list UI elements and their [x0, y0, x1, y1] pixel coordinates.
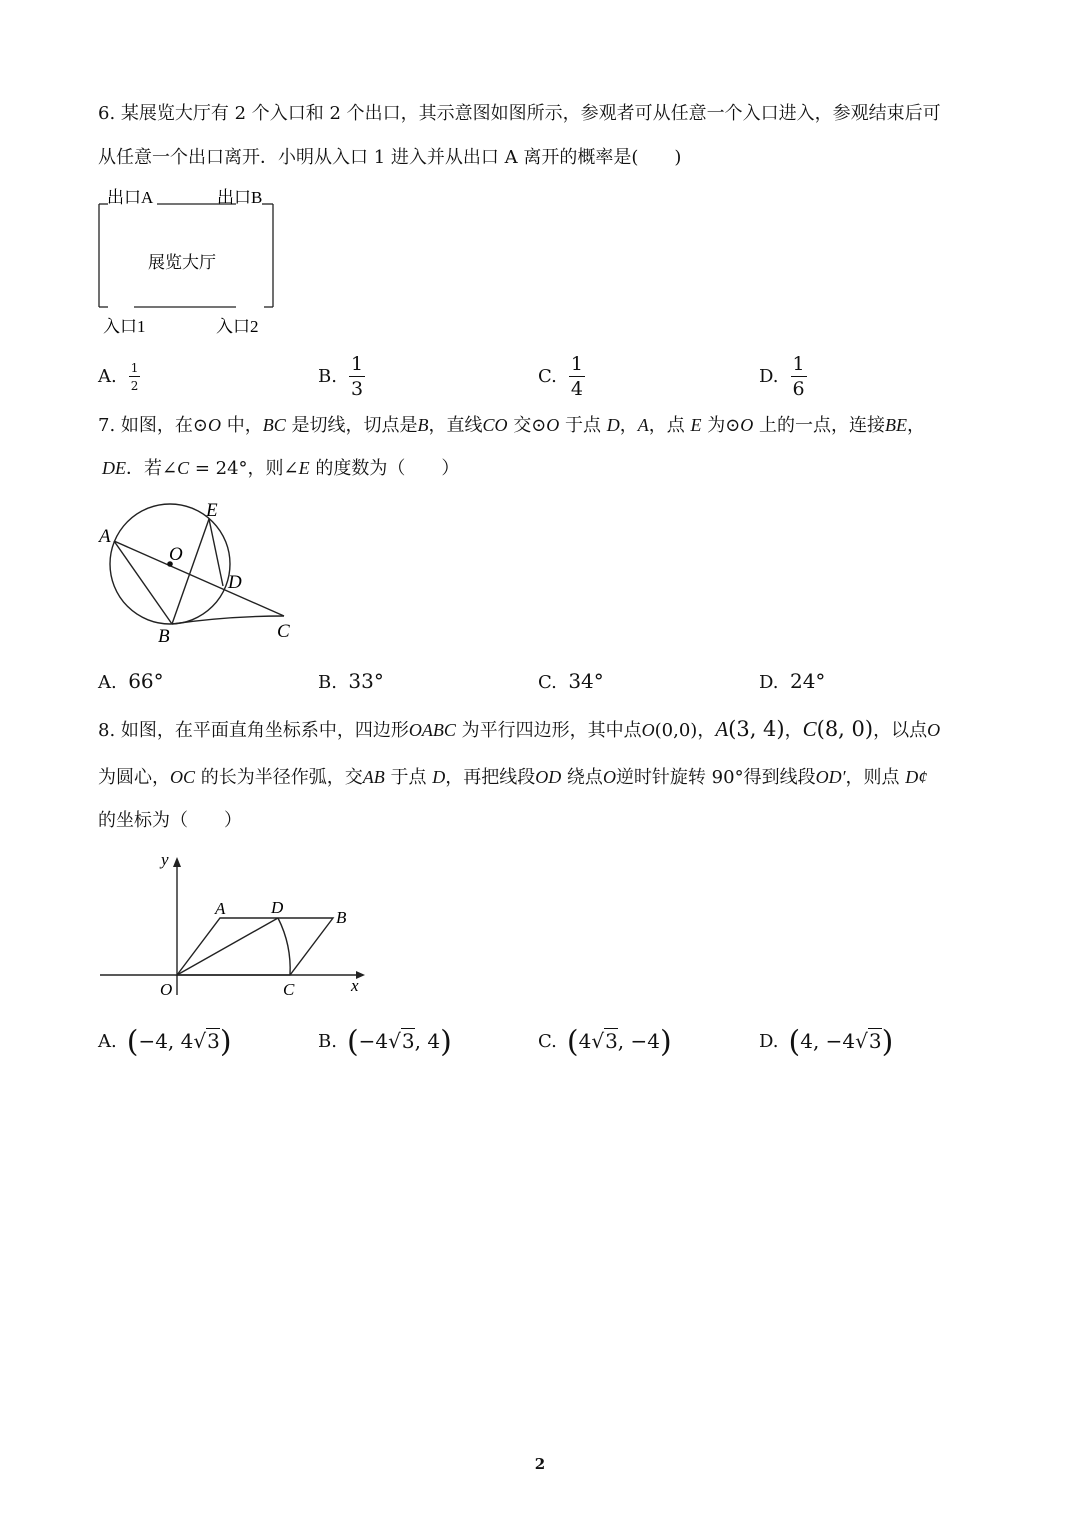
exhibition-hall-figure: [90, 182, 290, 342]
q7-option-d[interactable]: [759, 668, 825, 696]
point-label-d: D: [271, 898, 284, 917]
axis-label-y: y: [161, 850, 169, 869]
label-hall: 展览大厅: [148, 253, 216, 272]
numerator: 1: [792, 353, 805, 375]
point-label-o: O: [160, 980, 173, 999]
math-bc: BC: [262, 415, 286, 435]
q7-line-2: [102, 455, 459, 482]
point-label-a: A: [215, 899, 226, 918]
q6-option-d[interactable]: [759, 351, 807, 403]
label-entrance-2: 入口2: [216, 317, 259, 336]
q6-line-2: 从任意一个出口离开．小明从入口 1 进入并从出口 A 离开的概率是( ): [98, 147, 682, 168]
value-part: −4, 4: [138, 1029, 194, 1054]
option-label: D.: [759, 1031, 779, 1052]
math-o: O: [740, 415, 754, 435]
text: 于点: [559, 415, 607, 436]
option-label: B.: [318, 672, 337, 693]
math-o: O: [602, 767, 616, 787]
coord: (8, 0): [816, 717, 874, 741]
q6-line-1: 6. 某展览大厅有 2 个入口和 2 个出口，其示意图如图所示，参观者可从任意一个入口进入，参观结束后可: [98, 103, 941, 124]
q6-option-b[interactable]: [318, 351, 365, 403]
text: 逆时针旋转 90°得到线段: [615, 767, 816, 788]
option-label: D.: [759, 672, 779, 693]
q8-option-a[interactable]: [98, 1022, 232, 1062]
segment-od: [177, 918, 278, 975]
option-label: C.: [538, 672, 557, 693]
denominator: 6: [792, 378, 805, 400]
q8-line-2: [98, 764, 927, 791]
radicand: 3: [401, 1029, 415, 1054]
coordinate-figure: [95, 845, 375, 1005]
denominator: 2: [130, 379, 139, 393]
math-o: O: [546, 415, 560, 435]
numerator: 1: [130, 361, 139, 375]
option-label: D.: [759, 366, 779, 387]
point-label-c: C: [283, 980, 295, 999]
coord: (3, 4): [728, 717, 785, 741]
math-o: O: [927, 720, 941, 740]
text: ，: [619, 415, 638, 436]
text: ，再把线段: [445, 767, 536, 788]
q8-line-3: 的坐标为（ ）: [98, 810, 242, 831]
option-value: (−4√3, 4): [346, 1024, 452, 1060]
option-label: B.: [318, 1031, 337, 1052]
option-label: B.: [318, 366, 337, 387]
math-c: C: [802, 717, 817, 741]
arc-cd: [278, 918, 290, 975]
q8-option-d[interactable]: [759, 1022, 893, 1062]
fraction: [791, 355, 807, 399]
text: ，: [697, 720, 716, 741]
option-value: 66°: [128, 669, 164, 693]
value-part: −4: [358, 1029, 389, 1054]
text: 的长为半径作弧，交: [195, 767, 363, 788]
text: 为平行四边形，其中点: [455, 720, 642, 741]
math-e: E: [690, 415, 702, 435]
point-label-d: D: [228, 572, 242, 593]
math-oc: OC: [170, 767, 196, 787]
math-a: A: [637, 415, 649, 435]
q7-option-c[interactable]: [538, 668, 604, 696]
radicand: 3: [605, 1029, 618, 1054]
label-exit-a: 出口A: [107, 188, 154, 207]
point-label-c: C: [277, 621, 290, 642]
math-d-prime: D¢: [905, 767, 928, 787]
text: 的度数为（ ）: [309, 458, 460, 479]
q6-option-a[interactable]: [98, 355, 140, 399]
math-od: OD: [535, 767, 562, 787]
option-label: C.: [538, 1031, 557, 1052]
segment-ed: [209, 519, 223, 586]
circle-tangent-figure: [90, 495, 310, 655]
label-exit-b: 出口B: [217, 188, 263, 207]
option-value: (4√3, −4): [566, 1024, 672, 1060]
text: ，直线: [428, 415, 483, 436]
fraction: [349, 355, 365, 399]
point-label-b: B: [336, 908, 347, 927]
numerator: 1: [350, 353, 364, 375]
math-c: C: [177, 458, 190, 478]
math-o: O: [641, 720, 655, 740]
math-o: O: [207, 415, 221, 435]
radicand: 3: [207, 1029, 220, 1054]
denominator: 4: [570, 378, 583, 400]
option-label: C.: [538, 366, 557, 387]
fraction: [569, 355, 585, 399]
label-entrance-1: 入口1: [103, 317, 146, 336]
math-oabc: OABC: [408, 720, 456, 740]
option-value: (4, −4√3): [788, 1024, 894, 1060]
text: 为圆心，: [98, 767, 170, 788]
math-b: B: [417, 415, 429, 435]
option-label: A.: [98, 1031, 117, 1052]
value-part: , −4: [617, 1029, 660, 1054]
segment-be: [172, 519, 209, 624]
text: ，则点: [845, 767, 906, 788]
text: ，: [784, 720, 803, 741]
option-value: 33°: [348, 669, 384, 693]
math-d: D: [432, 767, 446, 787]
value-part: 4: [578, 1029, 592, 1054]
text: 中，: [220, 415, 263, 436]
text: ，以点: [873, 720, 928, 741]
parallelogram-oabc: [177, 918, 333, 975]
text: 绕点: [561, 767, 603, 788]
tangent-bc: [172, 616, 284, 624]
y-axis-arrow: [173, 857, 181, 867]
text: ，: [907, 415, 926, 436]
q8-line-1: [98, 716, 940, 744]
q7-option-a[interactable]: [98, 668, 164, 696]
option-label: A.: [98, 366, 117, 387]
math-d: D: [606, 415, 620, 435]
axis-label-x: x: [351, 976, 359, 995]
option-value: (−4, 4√3): [126, 1024, 232, 1060]
math-co: CO: [482, 415, 508, 435]
numerator: 1: [570, 353, 583, 375]
option-value: 24°: [789, 669, 826, 693]
fraction: [129, 362, 141, 392]
denominator: 3: [350, 378, 364, 400]
q8-option-c[interactable]: [538, 1022, 672, 1062]
radicand: 3: [868, 1029, 882, 1054]
q7-line-1: [98, 412, 925, 439]
math-od-prime: OD′: [815, 767, 846, 787]
math-de: DE: [102, 458, 126, 478]
q7-option-b[interactable]: [318, 668, 384, 696]
option-value: 34°: [568, 669, 604, 693]
q6-option-c[interactable]: [538, 351, 585, 403]
q8-option-b[interactable]: [318, 1022, 452, 1062]
text: 是切线，切点是: [285, 415, 418, 436]
text: 7. 如图，在⊙: [98, 415, 208, 436]
text: 上的一点，连接: [753, 415, 886, 436]
value-part: 4, −4: [800, 1029, 856, 1054]
text: 为⊙: [701, 415, 741, 436]
math-be: BE: [885, 415, 908, 435]
point-label-o: O: [169, 544, 183, 565]
math-ab: AB: [362, 767, 385, 787]
text: 于点: [384, 767, 433, 788]
text: 8. 如图，在平面直角坐标系中，四边形: [98, 720, 409, 741]
text: = 24°，则∠: [189, 458, 299, 479]
point-label-a: A: [99, 526, 111, 547]
page-number: 2: [534, 1455, 546, 1473]
text: ，点: [648, 415, 691, 436]
text: ．若∠: [126, 458, 178, 479]
value-part: , 4: [414, 1029, 441, 1054]
point-label-b: B: [158, 626, 170, 647]
coord: (0,0): [654, 720, 698, 741]
math-e: E: [298, 458, 310, 478]
math-a: A: [715, 717, 729, 741]
option-label: A.: [98, 672, 117, 693]
point-label-e: E: [206, 500, 218, 521]
text: 交⊙: [507, 415, 547, 436]
